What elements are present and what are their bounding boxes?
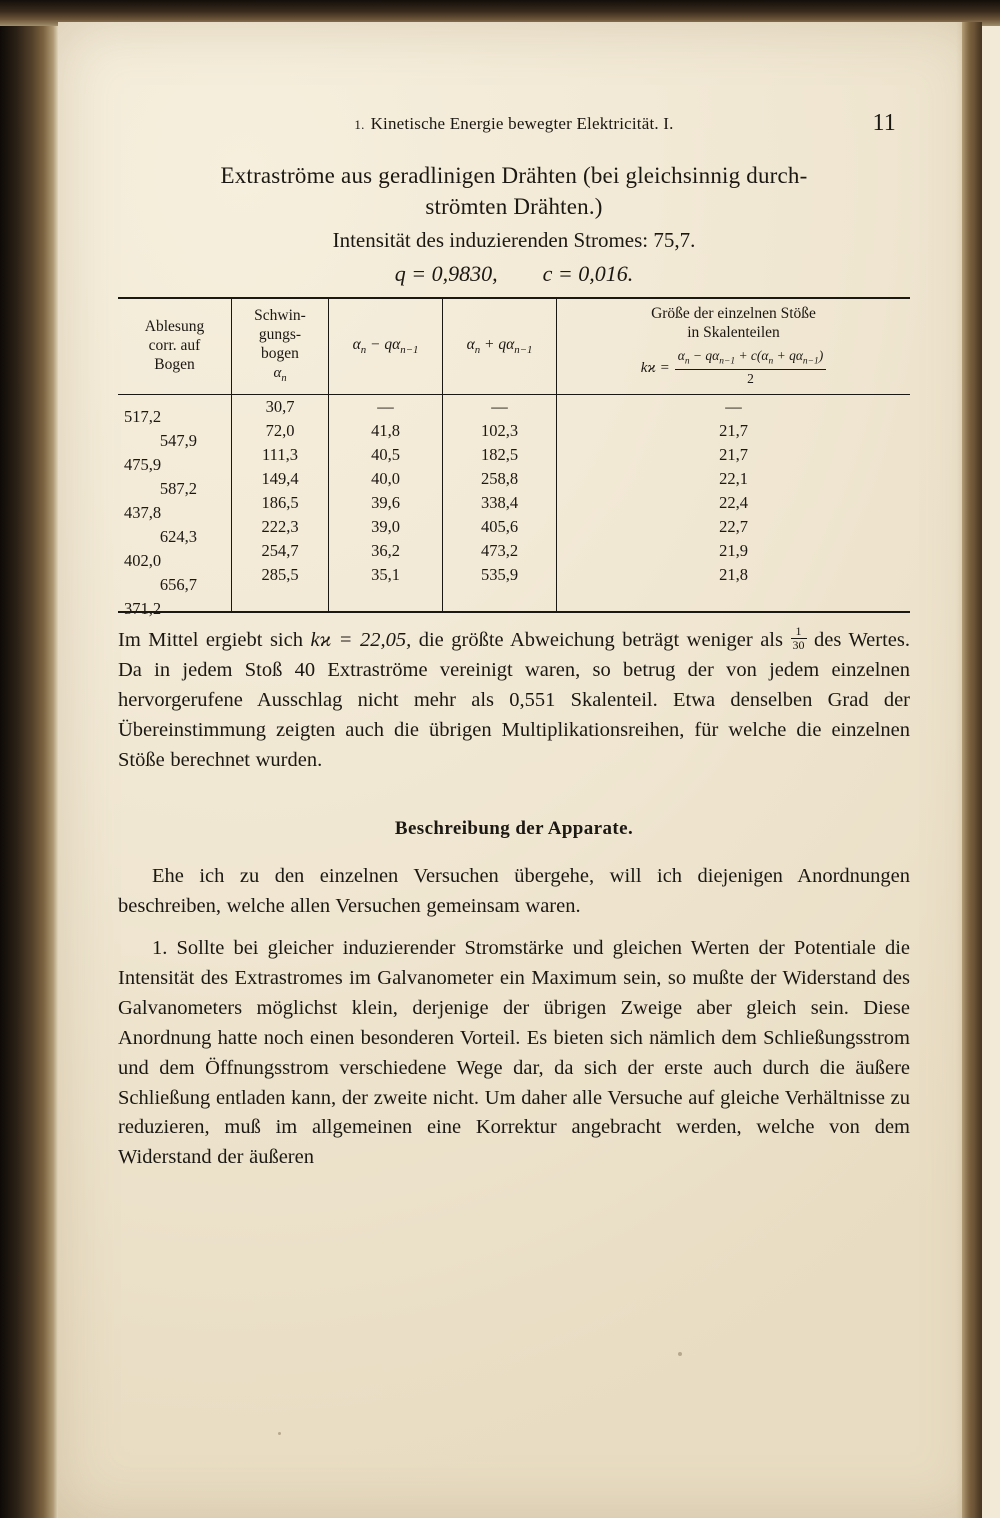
ablesung-high-value: 624,3	[159, 527, 197, 547]
fraction-denominator: 30	[792, 638, 805, 653]
page-number: 11	[872, 110, 896, 136]
cell-difference	[329, 587, 443, 612]
constants-line	[118, 261, 910, 287]
table-row	[118, 515, 910, 539]
table-header-row	[118, 298, 910, 395]
num-tail-sub: n	[768, 356, 774, 367]
p1-kx-value: kϰ = 22,05,	[310, 629, 412, 652]
table-row	[118, 491, 910, 515]
cell-ablesung	[118, 467, 232, 499]
cell-difference: 39,0	[329, 515, 443, 539]
constant-c: c = 0,016.	[542, 261, 634, 287]
paragraph-item-1: 1. Sollte bei gleicher induzierender Stromstärke und gleichen Werten der Potentiale die Intensität des Extrastromes im Galvanometer ein Maximum sein, so mußte der Widerstand des Galvanometers möglichst klein, derjenige der übrigen Zweige aber gleich sein. Diese Anordnung hatte noch einen besonderen Vorteil. Es bieten sich nämlich dem Schließungsstrom und dem Öffnungsstrom verschiedene Wege dar, da sich der erste auch durch die äußere Schließung entladen kann, der zweite nicht. Um daher alle Versuche auf gleiche Verhältnisse zu reduzieren, muß im allgemeinen eine Korrektur angebracht werden, welche von dem Widerstand der äußeren	[118, 936, 910, 1169]
table-row	[118, 395, 910, 420]
header-ablesung-line-2: corr. auf	[148, 337, 201, 355]
num-tail: + c(α	[735, 347, 769, 363]
running-head-number: 1.	[354, 117, 365, 132]
ablesung-high-value: 547,9	[159, 431, 197, 451]
cell-sum: 258,8	[443, 467, 557, 491]
cell-difference: —	[329, 395, 443, 420]
cell-stoss: 21,8	[557, 563, 911, 587]
p1-part-a: Im Mittel ergiebt sich	[118, 629, 311, 652]
cell-schwingungsbogen: 254,7	[232, 539, 329, 563]
p1-part-c: des Wertes. Da in jedem Stoß 40 Extraströme vereinigt waren, so betrug der von jedem einzelnen hervorgerufene Ausschlag nicht mehr als 0,551 Skalenteil. Etwa denselben Grad der Übereinstimmung zeigten auch die übrigen Multiplikationsreihen, für welche die einzelnen Stöße berechnet wurden.	[118, 629, 910, 772]
measurements-table	[118, 297, 910, 619]
header-difference-alpha: α	[352, 336, 361, 354]
header-stoss	[557, 298, 911, 395]
header-sum-rest: + qα	[480, 336, 515, 354]
cell-ablesung	[118, 395, 232, 427]
paper-speck	[678, 1352, 682, 1356]
constant-q: q = 0,9830,	[394, 261, 498, 287]
header-schwingungsbogen-line-1: Schwin-	[254, 307, 306, 325]
num-alpha: α	[677, 347, 685, 363]
cell-ablesung	[118, 563, 232, 595]
cell-schwingungsbogen: 149,4	[232, 467, 329, 491]
cell-ablesung	[118, 443, 232, 475]
cell-ablesung	[118, 419, 232, 451]
cell-difference: 41,8	[329, 419, 443, 443]
header-ablesung-line-3: Bogen	[154, 356, 195, 374]
table-row	[118, 419, 910, 443]
table-row	[118, 563, 910, 587]
num-rest-sub: n−1	[719, 356, 736, 367]
page-title-line-1: Extraströme aus geradlinigen Drähten (bei gleichsinnig durch-	[220, 163, 808, 188]
header-sum-alpha-sub: n	[474, 344, 481, 357]
header-ablesung-line-1: Ablesung	[144, 318, 205, 336]
cell-difference: 40,0	[329, 467, 443, 491]
page-right-edge	[962, 22, 982, 1518]
cell-ablesung	[118, 587, 232, 619]
cell-sum: 535,9	[443, 563, 557, 587]
paper-speck	[278, 1432, 281, 1435]
num-rest: − qα	[689, 347, 720, 363]
header-difference-alpha-sub: n	[360, 344, 367, 357]
num-tail2-sub: n−1	[802, 356, 819, 367]
book-binding-left-edge	[0, 0, 58, 1518]
cell-schwingungsbogen: 72,0	[232, 419, 329, 443]
header-stoss-fraction	[675, 348, 827, 388]
cell-sum: 405,6	[443, 515, 557, 539]
table-row	[118, 467, 910, 491]
alpha-subscript: n	[281, 373, 287, 385]
cell-difference: 35,1	[329, 563, 443, 587]
num-tail3: )	[818, 347, 824, 363]
table-row	[118, 443, 910, 467]
header-stoss-line-2: in Skalenteilen	[687, 324, 780, 341]
ablesung-high-value: 587,2	[159, 479, 197, 499]
cell-schwingungsbogen: 186,5	[232, 491, 329, 515]
cell-ablesung	[118, 515, 232, 547]
cell-stoss: —	[557, 395, 911, 420]
header-ablesung	[118, 298, 232, 395]
header-stoss-fraction-numerator	[675, 348, 827, 371]
paragraph-intro: Ehe ich zu den einzelnen Versuchen übergehe, will ich diejenigen Anordnungen beschreiben, welche allen Versuchen gemeinsam waren.	[118, 865, 910, 917]
cell-stoss: 22,4	[557, 491, 911, 515]
cell-difference: 40,5	[329, 443, 443, 467]
header-sum-alpha: α	[466, 336, 475, 354]
ablesung-high-value: 656,7	[159, 575, 197, 595]
p1-part-b: die größte Abweichung beträgt weniger als	[411, 629, 791, 652]
table-body	[118, 395, 910, 619]
cell-ablesung	[118, 539, 232, 571]
header-schwingungsbogen-line-3: bogen	[261, 345, 299, 363]
cell-ablesung	[118, 491, 232, 523]
ablesung-low-value: 437,8	[124, 503, 162, 523]
num-tail2: + qα	[773, 347, 803, 363]
header-sum-rest-sub: n−1	[514, 344, 533, 357]
cell-sum: 338,4	[443, 491, 557, 515]
cell-difference: 36,2	[329, 539, 443, 563]
cell-stoss: 21,7	[557, 419, 911, 443]
num-alpha-sub: n	[684, 356, 690, 367]
cell-schwingungsbogen: 111,3	[232, 443, 329, 467]
cell-schwingungsbogen	[232, 587, 329, 612]
ablesung-low-value: 371,2	[124, 599, 162, 619]
ablesung-low-value: 402,0	[124, 551, 162, 571]
cell-sum	[443, 587, 557, 612]
header-difference	[329, 298, 443, 395]
cell-schwingungsbogen: 222,3	[232, 515, 329, 539]
cell-sum: 102,3	[443, 419, 557, 443]
header-schwingungsbogen	[232, 298, 329, 395]
fraction-one-thirtieth	[791, 625, 807, 652]
table-head	[118, 298, 910, 395]
header-schwingungsbogen-symbol	[273, 365, 287, 385]
cell-stoss: 21,7	[557, 443, 911, 467]
cell-stoss: 21,9	[557, 539, 911, 563]
running-head	[118, 110, 910, 136]
header-stoss-fraction-denominator: 2	[747, 371, 754, 387]
cell-stoss: 22,1	[557, 467, 911, 491]
cell-schwingungsbogen: 285,5	[232, 563, 329, 587]
header-schwingungsbogen-line-2: gungs-	[258, 326, 302, 344]
cell-sum: —	[443, 395, 557, 420]
header-stoss-formula	[561, 348, 906, 388]
cell-stoss: 22,7	[557, 515, 911, 539]
cell-sum: 182,5	[443, 443, 557, 467]
book-page	[58, 22, 982, 1518]
cell-sum: 473,2	[443, 539, 557, 563]
header-stoss-line-1: Größe der einzelnen Stöße	[651, 305, 816, 323]
cell-stoss	[557, 587, 911, 612]
cell-difference: 39,6	[329, 491, 443, 515]
page-content	[118, 110, 910, 1173]
cell-schwingungsbogen: 30,7	[232, 395, 329, 420]
header-difference-rest: − qα	[366, 336, 401, 354]
subtitle: Intensität des induzierenden Stromes: 75,7.	[332, 228, 696, 253]
table-row	[118, 587, 910, 612]
running-head-title: Kinetische Energie bewegter Elektricität. I.	[370, 114, 674, 133]
alpha-symbol: α	[273, 365, 282, 382]
fraction-numerator: 1	[791, 625, 807, 639]
header-difference-rest-sub: n−1	[400, 344, 419, 357]
header-sum	[443, 298, 557, 395]
ablesung-low-value: 475,9	[124, 455, 162, 475]
section-heading: Beschreibung der Apparate.	[394, 818, 634, 840]
page-title-line-2: strömten Drähten.)	[425, 194, 603, 220]
page-title	[118, 160, 910, 222]
ablesung-low-value: 517,2	[124, 407, 162, 427]
header-stoss-formula-lhs: kϰ =	[640, 359, 670, 376]
table-row	[118, 539, 910, 563]
paragraph-mean-value	[118, 625, 910, 776]
